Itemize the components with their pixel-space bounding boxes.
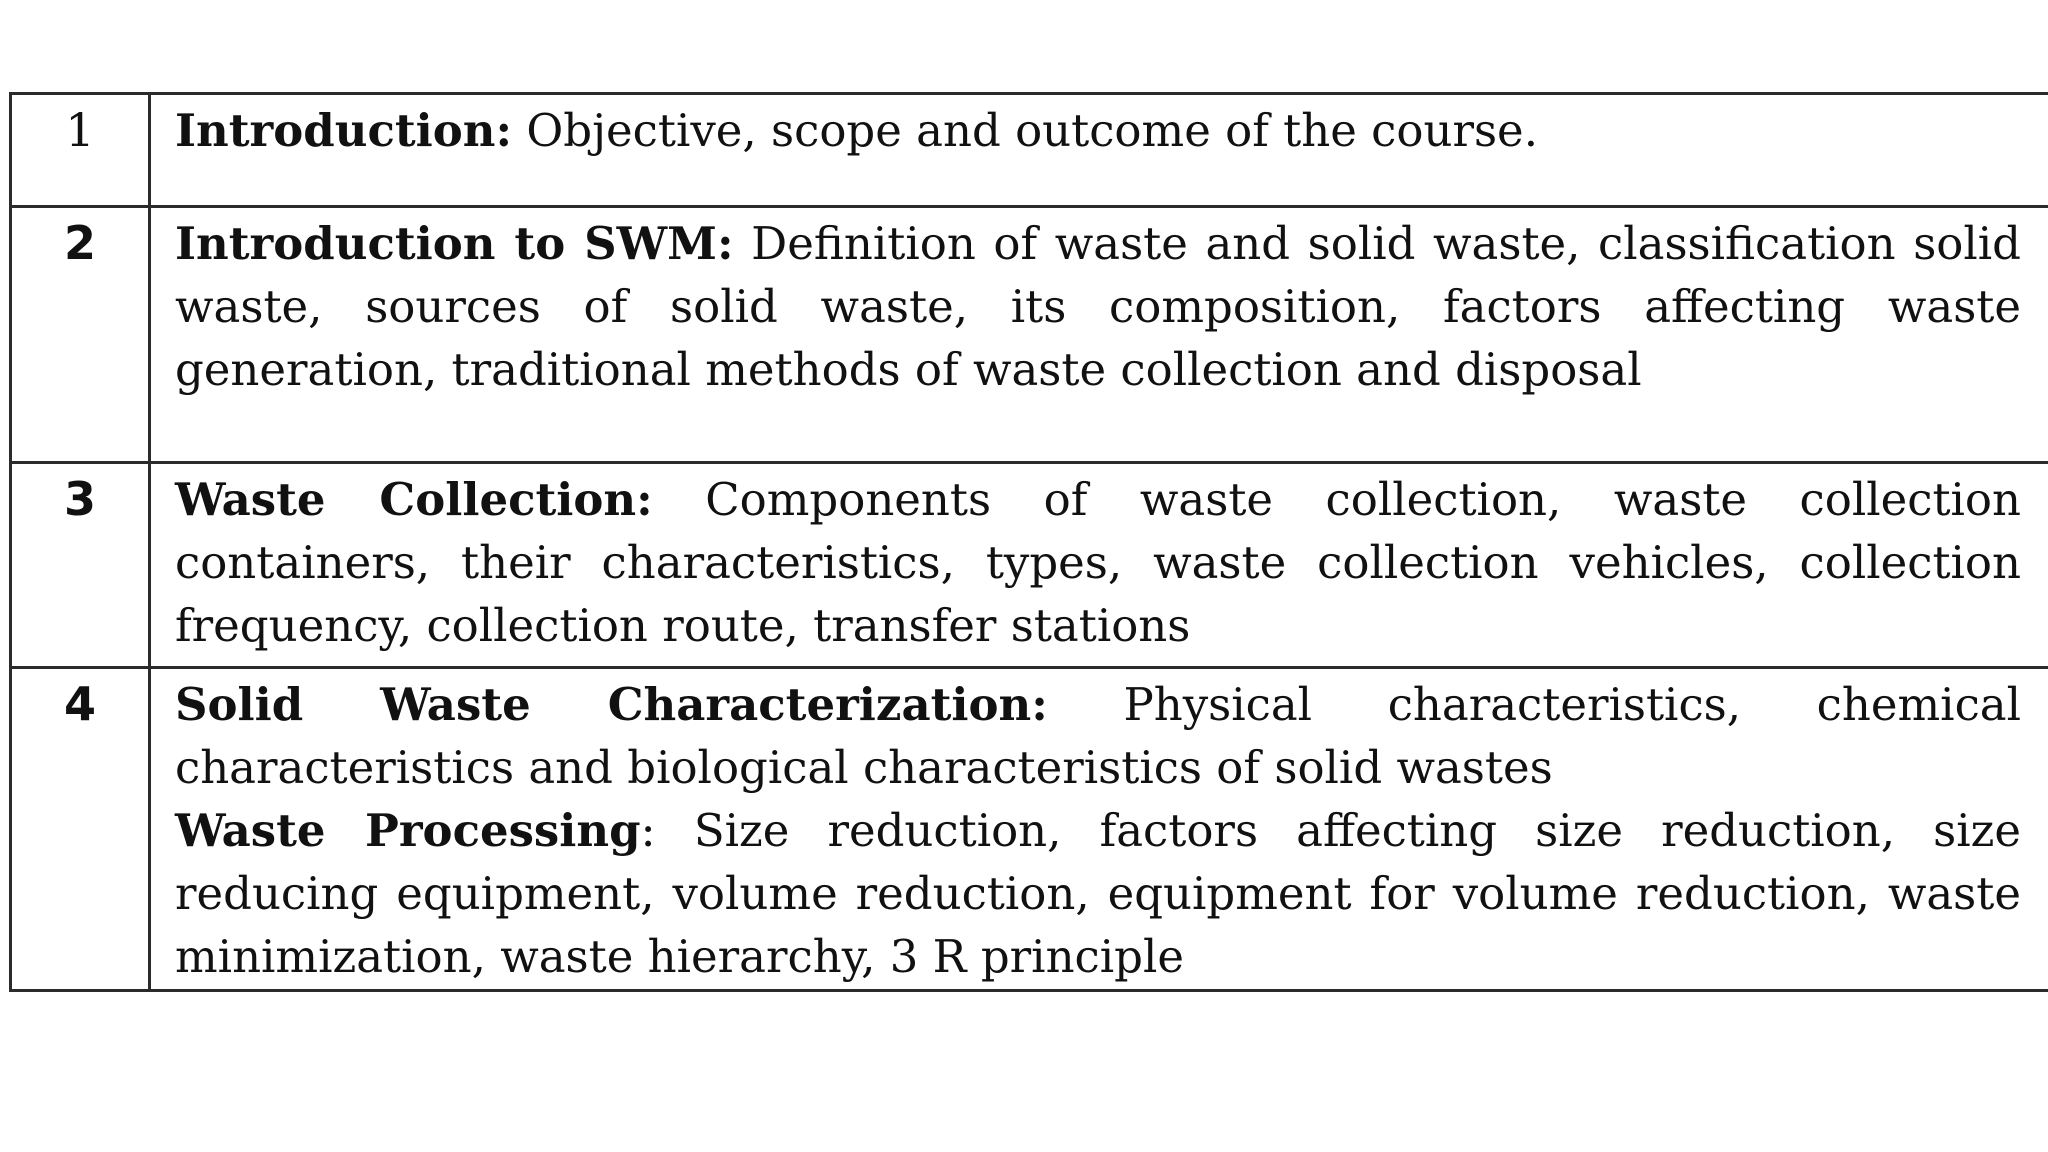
topic-description: Definition of waste and solid waste, classification solid waste, sources of solid waste, its composition, factors affecting waste generation, traditional methods of waste collection and disposal	[175, 217, 2021, 396]
row-content	[150, 463, 2048, 668]
row-number: 4	[11, 668, 150, 991]
table-row	[11, 207, 2048, 463]
topic-title: Solid Waste Characterization:	[175, 678, 1048, 731]
topic-description: : Size reduction, factors affecting size reduction, size reducing equipment, volume reduction, equipment for volume reduction, waste minimization, waste hierarchy, 3 R principle	[175, 804, 2021, 983]
topic-paragraph	[175, 468, 2021, 657]
topic-paragraph	[175, 799, 2021, 988]
syllabus-table	[9, 92, 2048, 992]
row-number: 1	[11, 94, 150, 207]
table-row	[11, 94, 2048, 207]
row-content	[150, 94, 2048, 207]
topic-paragraph	[175, 673, 2021, 799]
topic-description: Physical characteristics, chemical characteristics and biological characteristics of solid wastes	[175, 678, 2021, 794]
table-row	[11, 463, 2048, 668]
table-row	[11, 668, 2048, 991]
topic-paragraph	[175, 212, 2021, 401]
row-number: 3	[11, 463, 150, 668]
topic-title: Introduction:	[175, 104, 513, 157]
row-number: 2	[11, 207, 150, 463]
topic-title: Waste Processing	[175, 804, 641, 857]
topic-description: Objective, scope and outcome of the course.	[512, 104, 1538, 157]
row-content	[150, 207, 2048, 463]
topic-paragraph	[175, 99, 2021, 162]
topic-title: Waste Collection:	[175, 473, 653, 526]
topic-title: Introduction to SWM:	[175, 217, 734, 270]
row-content	[150, 668, 2048, 991]
topic-description: Components of waste collection, waste collection containers, their characteristics, types, waste collection vehicles, collection frequency, collection route, transfer stations	[175, 473, 2021, 652]
